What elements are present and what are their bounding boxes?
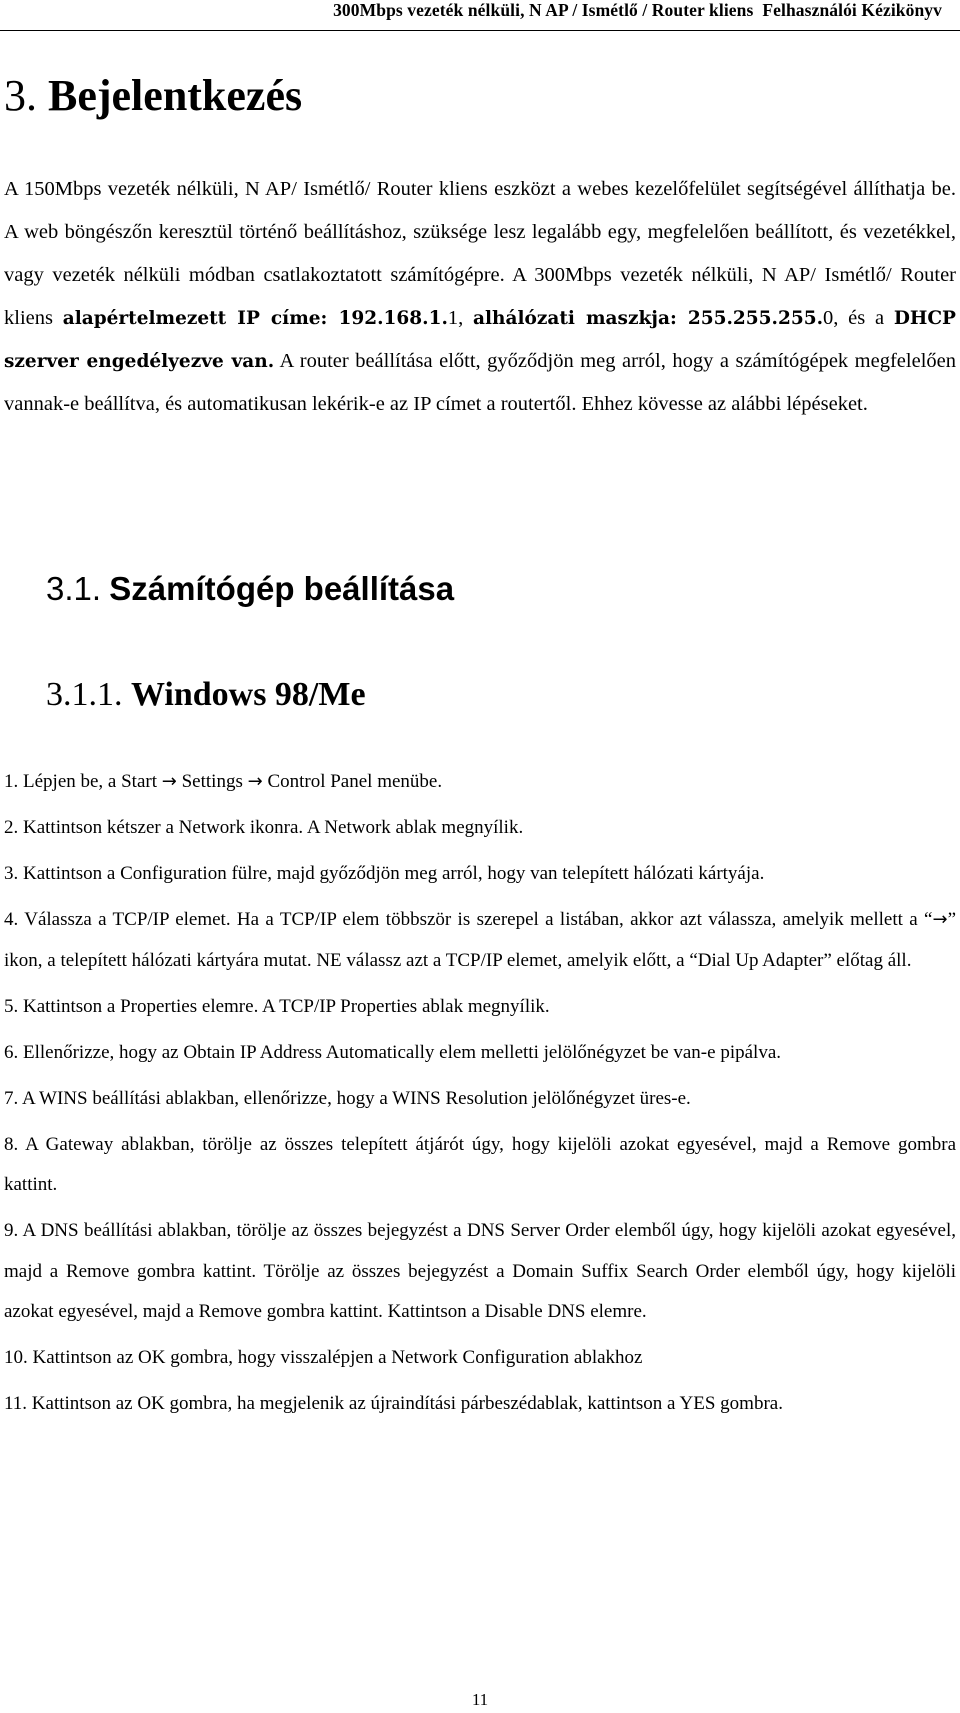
header-title: 300Mbps vezeték nélküli, N AP / Ismétlő / Router kliens xyxy=(333,0,754,20)
subsection-heading xyxy=(46,676,366,714)
step-6: 6. Ellenőrizze, hogy az Obtain IP Address Automatically elem melletti jelölőnégyzet be van-e pipálva. xyxy=(4,1041,781,1063)
chapter-heading xyxy=(4,70,302,121)
intro-paragraph xyxy=(4,168,956,426)
subsection-title: Windows 98/Me xyxy=(131,676,366,713)
running-header xyxy=(333,0,942,21)
chapter-number: 3. xyxy=(4,71,37,120)
step-2: 2. Kattintson kétszer a Network ikonra. A Network ablak megnyílik. xyxy=(4,817,524,838)
intro-mask-label: alhálózati maszkja: 255.255.255. xyxy=(473,308,824,329)
step-9: 9. A DNS beállítási ablakban, törölje az összes bejegyzést a DNS Server Order elemből úgy, hogy kijelöli azokat egyesével, majd a Remove gombra kattint. Törölje az összes bejegyzést a Domain Suffix Search Order elemből úgy, hogy kijelöli azokat egyesével, majd a Remove gombra kattint. Kattintson a Disable DNS elemre. xyxy=(4,1220,956,1322)
steps-list xyxy=(4,762,956,1430)
step-text: 4. Válassza a TCP/IP elemet. Ha a TCP/IP elem többször is szerepel a listában, akkor azt válassza, amelyik mellett a “ xyxy=(4,909,933,930)
intro-text: 1, xyxy=(447,307,474,329)
step-11: 11. Kattintson az OK gombra, ha megjelenik az újraindítási párbeszédablak, kattintson a YES gombra. xyxy=(4,1393,783,1414)
section-number: 3.1. xyxy=(46,570,102,607)
step-text: 1. Lépjen be, a Start xyxy=(4,771,162,792)
intro-ip-label: alapértelmezett IP címe: 192.168.1. xyxy=(62,308,448,329)
step-8: 8. A Gateway ablakban, törölje az összes telepített átjárót úgy, hogy kijelöli azokat egyesével, majd a Remove gombra kattint. xyxy=(4,1133,956,1195)
step-1 xyxy=(4,762,956,803)
arrow-right-icon: → xyxy=(247,771,263,792)
step-text: Control Panel menübe. xyxy=(262,771,443,792)
step-text: ” ikon, a telepített hálózati kártyára mutat. NE válassz azt a TCP/IP elemet, amelyik előtt, a “Dial Up Adapter” előtag áll. xyxy=(4,909,956,971)
step-4 xyxy=(4,900,956,981)
arrow-right-icon: → xyxy=(161,771,177,792)
step-5: 5. Kattintson a Properties elemre. A TCP/IP Properties ablak megnyílik. xyxy=(4,995,550,1017)
header-manual: Felhasználói Kézikönyv xyxy=(762,0,942,20)
intro-text: A router beállítása előtt, győződjön meg arról, hogy a számítógépek megfelelően vannak-e beállítva, és automatikusan lekérik-e az IP címet a routertől. Ehhez kövesse az alábbi lépéseket. xyxy=(4,350,956,415)
section-heading xyxy=(46,570,454,609)
step-text: Settings xyxy=(176,771,248,792)
section-title: Számítógép beállítása xyxy=(109,570,455,607)
subsection-number: 3.1.1. xyxy=(46,676,123,713)
page-number: 11 xyxy=(471,1690,489,1709)
intro-dhcp-label: DHCP szerver engedélyezve van. xyxy=(4,308,956,372)
step-3: 3. Kattintson a Configuration fülre, majd győződjön meg arról, hogy van telepített hálózati kártyája. xyxy=(4,863,765,884)
arrow-right-icon: → xyxy=(932,909,948,930)
intro-text: 0, és a xyxy=(823,307,894,329)
chapter-title: Bejelentkezés xyxy=(48,71,303,120)
header-rule xyxy=(0,30,960,31)
step-10: 10. Kattintson az OK gombra, hogy visszalépjen a Network Configuration ablakhoz xyxy=(4,1347,643,1368)
intro-text: A 150Mbps vezeték nélküli, N AP/ Ismétlő/ Router kliens eszközt a webes kezelőfelület segítségével állíthatja be. A web böngészőn keresztül történő beállításhoz, szüksége lesz legalább egy, megfelelően beállított, és vezetékkel, vagy vezeték nélküli módban csatlakoztatott számítógépre. A 300Mbps vezeték nélküli, N AP/ Ismétlő/ Router kliens xyxy=(4,178,956,329)
step-7: 7. A WINS beállítási ablakban, ellenőrizze, hogy a WINS Resolution jelölőnégyzet üres-e. xyxy=(4,1087,691,1109)
